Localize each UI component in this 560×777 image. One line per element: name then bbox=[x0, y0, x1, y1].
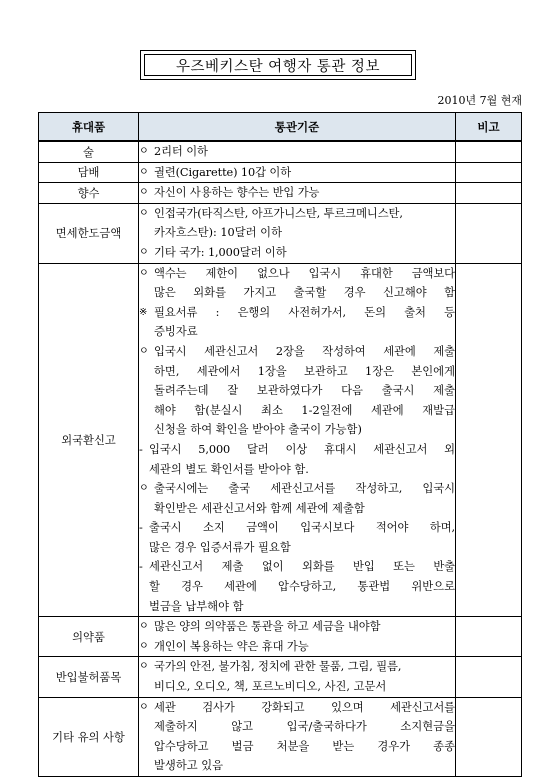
document-title: 우즈베키스탄 여행자 통관 정보 bbox=[144, 54, 412, 76]
criteria-text: 궐련(Cigarette) 10갑 이하 bbox=[154, 165, 292, 179]
criteria-text: 세관 검사가 강화되고 있으며 세관신고서를 bbox=[154, 700, 455, 714]
criteria-text: 카자흐스탄): 10달러 이하 bbox=[154, 226, 282, 240]
item-cell: 담배 bbox=[39, 162, 139, 183]
criteria-text: 해야 함(분실시 최소 1-2일전에 세관에 재발급 bbox=[154, 403, 455, 417]
remarks-cell bbox=[456, 183, 522, 204]
bullet-circle: ㅇ bbox=[139, 483, 149, 495]
criteria-text: 하면, 세관에서 1장을 보관하고 1장은 본인에게 bbox=[154, 364, 455, 378]
header-criteria: 통관기준 bbox=[139, 113, 456, 142]
table-row bbox=[39, 141, 522, 162]
bullet-circle: ㅇ bbox=[139, 267, 149, 279]
remarks-cell bbox=[456, 697, 522, 776]
item-cell: 외국환신고 bbox=[39, 263, 139, 617]
criteria-cell bbox=[139, 203, 456, 263]
criteria-text: 벌금을 납부해야 함 bbox=[149, 599, 244, 613]
criteria-text: 기타 국가: 1,000달러 이하 bbox=[154, 245, 287, 259]
item-cell: 향수 bbox=[39, 183, 139, 204]
criteria-text: 출국시에는 출국 세관신고서를 작성하고, 입국시 bbox=[154, 482, 455, 496]
bullet-circle: ㅇ bbox=[139, 146, 149, 157]
bullet-dash: - bbox=[139, 521, 143, 535]
table-row bbox=[39, 697, 522, 776]
bullet-circle: ㅇ bbox=[139, 207, 149, 219]
remarks-cell bbox=[456, 162, 522, 183]
bullet-circle: ㅇ bbox=[139, 621, 149, 633]
criteria-text: 많은 외화를 가지고 출국할 경우 신고해야 함 bbox=[154, 286, 455, 300]
criteria-text: 자신이 사용하는 향수는 반입 가능 bbox=[154, 186, 320, 200]
criteria-text: 신청을 하여 확인을 받아야 출국이 가능함) bbox=[154, 423, 362, 437]
criteria-cell bbox=[139, 657, 456, 697]
criteria-text: 개인이 복용하는 약은 휴대 가능 bbox=[154, 639, 309, 653]
criteria-text: 입국시 세관신고서 2장을 작성하여 세관에 제출 bbox=[154, 344, 455, 358]
criteria-text: 세관의 별도 확인서를 받아야 함. bbox=[149, 462, 309, 476]
criteria-text: 많은 양의 의약품은 통관을 하고 세금을 내야함 bbox=[154, 620, 381, 634]
bullet-circle: ㅇ bbox=[139, 246, 149, 258]
bullet-circle: ㅇ bbox=[139, 345, 149, 357]
table-row bbox=[39, 657, 522, 697]
reference-mark: ※ bbox=[139, 306, 148, 318]
criteria-text: 압수당하고 벌금 처분을 받는 경우가 종종 bbox=[154, 739, 455, 753]
table-row bbox=[39, 203, 522, 263]
bullet-dash: - bbox=[139, 560, 143, 574]
criteria-text: 액수는 제한이 없으나 입국시 휴대한 금액보다 bbox=[154, 266, 455, 280]
remarks-cell bbox=[456, 141, 522, 162]
header-remarks: 비고 bbox=[456, 113, 522, 142]
bullet-circle: ㅇ bbox=[139, 701, 149, 713]
remarks-cell bbox=[456, 263, 522, 617]
criteria-cell bbox=[139, 697, 456, 776]
criteria-text: 인접국가(타직스탄, 아프가니스탄, 투르크메니스탄, bbox=[154, 206, 403, 220]
bullet-dash: - bbox=[139, 442, 143, 456]
remarks-cell bbox=[456, 203, 522, 263]
table-row bbox=[39, 617, 522, 657]
bullet-circle: ㅇ bbox=[139, 661, 149, 673]
header-item: 휴대품 bbox=[39, 113, 139, 142]
criteria-text: 출국시 소지 금액이 입국시보다 적어야 하며, bbox=[149, 521, 455, 535]
bullet-circle: ㅇ bbox=[139, 166, 149, 178]
table-row bbox=[39, 162, 522, 183]
criteria-cell bbox=[139, 162, 456, 183]
criteria-text: 국가의 안전, 불가침, 정치에 관한 물품, 그림, 필름, bbox=[154, 660, 402, 674]
criteria-text: 많은 경우 입증서류가 필요함 bbox=[149, 540, 291, 554]
criteria-text: 비디오, 오디오, 책, 포르노비디오, 사진, 고문서 bbox=[154, 680, 387, 694]
item-cell: 면세한도금액 bbox=[39, 203, 139, 263]
criteria-cell bbox=[139, 617, 456, 657]
criteria-text: 세관신고서 제출 없이 외화를 반입 또는 반출 bbox=[149, 560, 455, 574]
header-row bbox=[39, 113, 522, 142]
criteria-text: 할 경우 세관에 압수당하고, 통관법 위반으로 bbox=[149, 580, 455, 594]
criteria-cell bbox=[139, 141, 456, 162]
remarks-cell bbox=[456, 617, 522, 657]
title-box bbox=[140, 50, 416, 80]
remarks-cell bbox=[456, 657, 522, 697]
item-cell: 기타 유의 사항 bbox=[39, 697, 139, 776]
bullet-circle: ㅇ bbox=[139, 640, 149, 652]
criteria-cell bbox=[139, 263, 456, 617]
criteria-text: 입국시 5,000 달러 이상 휴대시 세관신고서 외 bbox=[149, 442, 455, 456]
item-cell: 반입불허품목 bbox=[39, 657, 139, 697]
criteria-cell bbox=[139, 183, 456, 204]
item-cell: 의약품 bbox=[39, 617, 139, 657]
criteria-text: 확인받은 세관신고서와 함께 세관에 제출함 bbox=[154, 501, 365, 515]
date-note: 2010년 7월 현재 bbox=[437, 94, 522, 107]
criteria-text: 필요서류 : 은행의 사전허가서, 돈의 출처 등 bbox=[154, 305, 455, 319]
criteria-text: 증빙자료 bbox=[154, 325, 198, 339]
criteria-text: 돌려주는데 잘 보관하였다가 다음 출국시 제출 bbox=[154, 384, 455, 398]
bullet-circle: ㅇ bbox=[139, 187, 149, 199]
item-cell: 술 bbox=[39, 141, 139, 162]
criteria-text: 2리터 이하 bbox=[154, 145, 208, 158]
customs-table bbox=[38, 112, 522, 777]
criteria-text: 제출하지 않고 입국/출국하다가 소지현금을 bbox=[154, 720, 455, 734]
table-row bbox=[39, 183, 522, 204]
table-row bbox=[39, 263, 522, 617]
criteria-text: 발생하고 있음 bbox=[154, 759, 224, 773]
